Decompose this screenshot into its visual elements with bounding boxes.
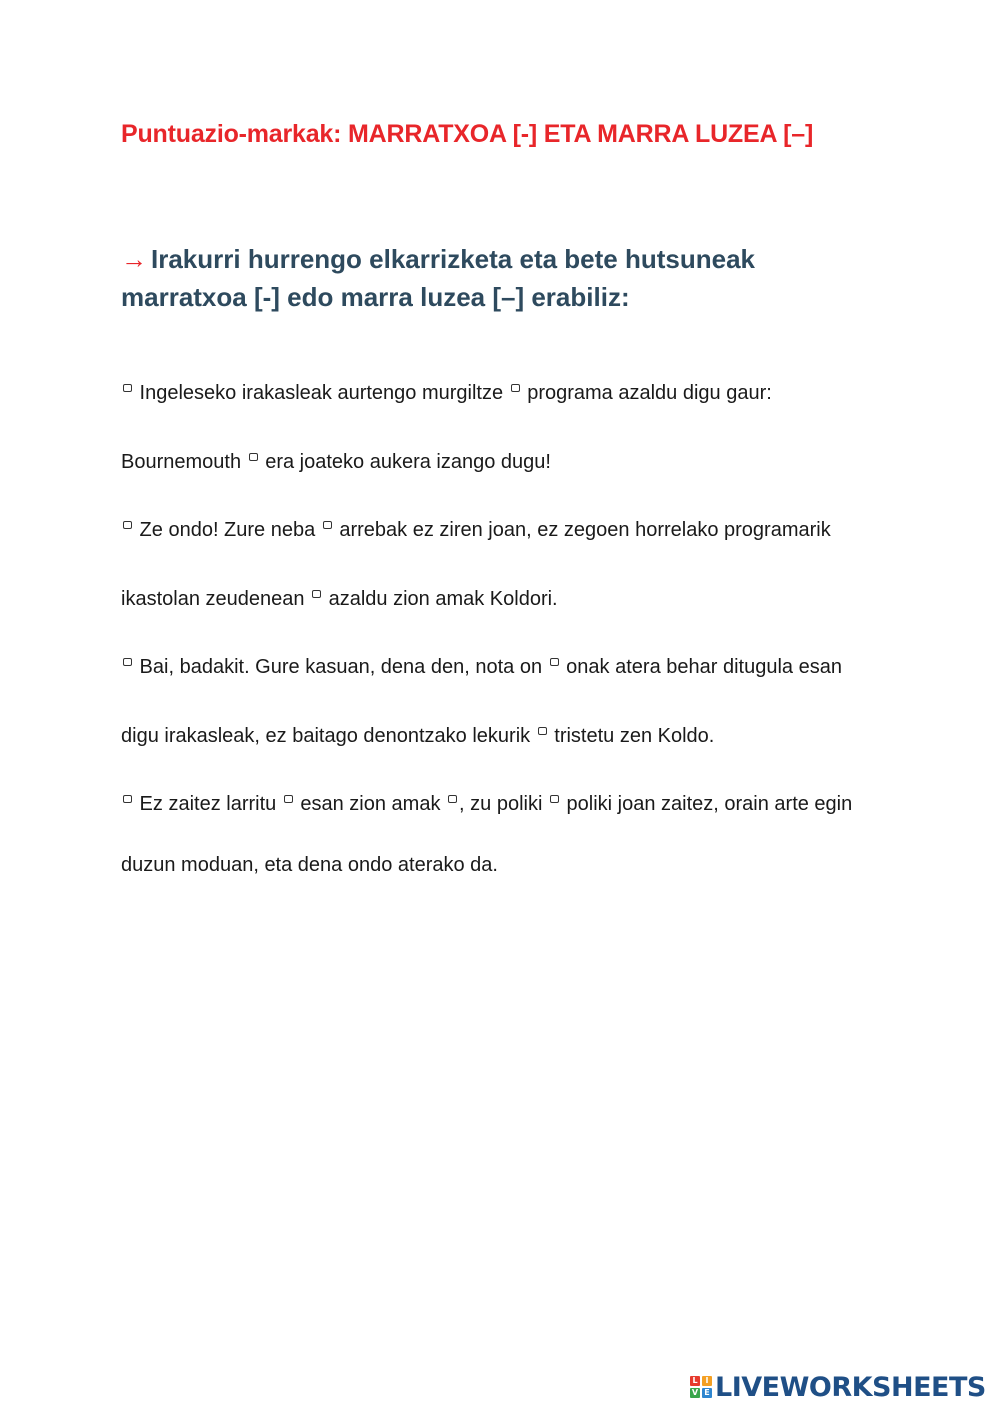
line-text: tristetu zen Koldo. bbox=[548, 725, 715, 747]
logo-grid-icon bbox=[690, 1376, 712, 1398]
answer-box-12[interactable] bbox=[448, 795, 457, 803]
line-text: poliki joan zaitez, orain arte egin bbox=[560, 793, 853, 815]
line-text: Bai, badakit. Gure kasuan, dena den, nota on bbox=[134, 656, 548, 678]
answer-box-11[interactable] bbox=[284, 795, 293, 803]
arrow-right-icon: → bbox=[121, 244, 147, 274]
dialogue-line-5 bbox=[121, 656, 842, 679]
logo-letter: V bbox=[691, 1388, 699, 1397]
dialogue-line-6 bbox=[121, 725, 714, 748]
line-text: digu irakasleak, ez baitago denontzako lekurik bbox=[121, 725, 536, 747]
instruction-text: Irakurri hurrengo elkarrizketa eta bete hutsuneak marratxoa [-] edo marra luzea [–] erabiliz: bbox=[121, 244, 755, 312]
logo-letter: I bbox=[702, 1376, 712, 1386]
answer-box-13[interactable] bbox=[550, 795, 559, 803]
answer-box-3[interactable] bbox=[249, 453, 258, 461]
dialogue-line-1 bbox=[121, 382, 772, 405]
dialogue-line-7 bbox=[121, 793, 852, 816]
dialogue-line-3 bbox=[121, 519, 831, 542]
dialogue-line-4 bbox=[121, 588, 558, 611]
answer-box-6[interactable] bbox=[312, 590, 321, 598]
logo-text: LIVEWORKSHEETS bbox=[715, 1371, 986, 1403]
dialogue-line-8 bbox=[121, 854, 498, 877]
line-text: Ez zaitez larritu bbox=[134, 793, 282, 815]
line-text: Ze ondo! Zure neba bbox=[134, 519, 321, 541]
instruction bbox=[121, 240, 881, 316]
line-text: ikastolan zeudenean bbox=[121, 588, 311, 610]
answer-box-7[interactable] bbox=[123, 658, 132, 666]
answer-box-8[interactable] bbox=[550, 658, 559, 666]
line-text: arrebak ez ziren joan, ez zegoen horrelako programarik bbox=[333, 519, 831, 541]
line-text: onak atera behar ditugula esan bbox=[560, 656, 842, 678]
dialogue-line-2 bbox=[121, 451, 551, 474]
line-text: programa azaldu digu gaur: bbox=[521, 382, 772, 404]
answer-box-9[interactable] bbox=[538, 727, 547, 735]
line-text: azaldu zion amak Koldori. bbox=[323, 588, 558, 610]
line-text: duzun moduan, eta dena ondo aterako da. bbox=[121, 854, 498, 876]
answer-box-2[interactable] bbox=[511, 384, 520, 392]
line-text: Ingeleseko irakasleak aurtengo murgiltze bbox=[134, 382, 509, 404]
liveworksheets-logo bbox=[690, 1370, 986, 1404]
answer-box-5[interactable] bbox=[323, 521, 332, 529]
logo-letter: E bbox=[702, 1388, 712, 1398]
line-text: , zu poliki bbox=[459, 793, 548, 815]
answer-box-10[interactable] bbox=[123, 795, 132, 803]
logo-letter: L bbox=[690, 1376, 700, 1386]
answer-box-1[interactable] bbox=[123, 384, 132, 392]
line-text: era joateko aukera izango dugu! bbox=[259, 451, 551, 473]
line-text: Bournemouth bbox=[121, 451, 247, 473]
line-text: esan zion amak bbox=[294, 793, 447, 815]
page-title: Puntuazio-markak: MARRATXOA [-] ETA MARRA LUZEA [–] bbox=[121, 120, 814, 148]
answer-box-4[interactable] bbox=[123, 521, 132, 529]
